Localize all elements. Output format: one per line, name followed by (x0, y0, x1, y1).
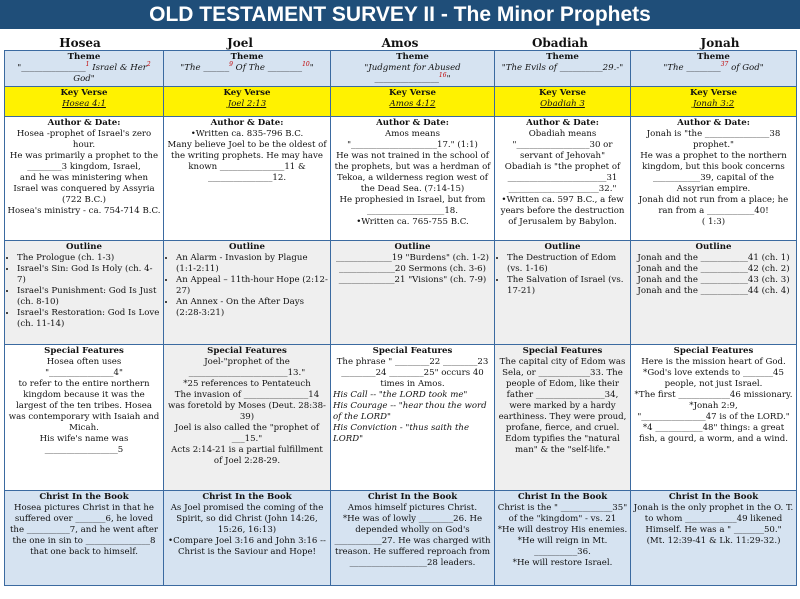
outline-list (7, 253, 161, 330)
key-verse-cell-2 (331, 87, 495, 117)
outline-item: Jonah and the ___________42 (ch. 2) (637, 264, 790, 274)
author-cell-3 (495, 117, 631, 241)
theme-text: Of The ________ (232, 63, 303, 73)
outline-label: Outline (695, 242, 732, 252)
christ-line: *He was of lowly ________26. He depended wholly on God's ___________27. He was charged with treason. He suffered reproach from __________________28 leaders. (334, 514, 491, 568)
christ-line: As Joel promised the coming of the Spirit, so did Christ (John 14:26, 15:26, 16:13) (170, 503, 324, 535)
outline-item: • An Alarm - Invasion by Plague (1:1-2:11) (176, 253, 328, 275)
outline-cell-0 (5, 241, 164, 345)
outline-item: • Israel's Punishment: God Is Just (ch. 8-10) (17, 286, 161, 308)
special-line: Joel-"prophet of the (204, 357, 290, 367)
theme-cell-0 (5, 51, 164, 87)
special-line: His Conviction - "thus saith the LORD" (333, 423, 470, 444)
theme-text: "The Evils of (501, 63, 557, 73)
author-label: Author & Date: (376, 118, 449, 128)
blank-number: 37 (720, 61, 729, 69)
theme-text: "_______________ (17, 63, 86, 73)
book-name-amos: Amos (381, 36, 419, 50)
page-title: OLD TESTAMENT SURVEY II - The Minor Prophets (0, 0, 800, 29)
author-line: Hosea -prophet of Israel's zero hour. (16, 129, 152, 150)
christ-label: Christ In the Book (367, 492, 458, 502)
outline-item: • The Destruction of Edom (vs. 1-16) (507, 253, 628, 275)
theme-text: of God" (728, 63, 764, 73)
outline-item: Jonah and the ___________44 (ch. 4) (637, 286, 790, 296)
theme-cell-2 (331, 51, 495, 87)
special-line: *The first ____________46 missionary. (634, 390, 793, 400)
blank-number: 9 (229, 61, 233, 69)
theme-text: God" (73, 74, 95, 84)
theme-text: "Judgment for Abused (364, 63, 461, 73)
special-line: His Call -- "the LORD took me" (333, 390, 468, 400)
special-line: Joel is also called the "prophet of ___15." (174, 423, 320, 444)
author-line: and he was ministering when Israel was conquered by Assyria (722 B.C.) (13, 173, 155, 205)
christ-label: Christ In the Book (202, 492, 292, 502)
outline-item: _____________20 Sermons (ch. 3-6) (339, 264, 486, 274)
christ-row (5, 491, 797, 586)
key-verse-cell-0 (5, 87, 164, 117)
book-name-obadiah: Obadiah (531, 36, 589, 50)
theme-label: Theme (67, 52, 101, 62)
key-verse-ref: Obadiah 3 (540, 99, 585, 109)
key-verse-ref: Amos 4:12 (389, 99, 436, 109)
author-line: Jonah did not run from a place; he ran from a ___________40! (638, 195, 789, 216)
author-row (5, 117, 797, 241)
special-cell-4 (631, 345, 797, 491)
key-verse-label: Key Verse (539, 88, 586, 98)
christ-cell-0 (5, 491, 164, 586)
theme-text: " (309, 63, 314, 73)
author-cell-0 (5, 117, 164, 241)
outline-list (497, 253, 628, 297)
christ-label: Christ In the Book (668, 492, 759, 502)
author-cell-1 (164, 117, 331, 241)
special-line: ________24 ________25" occurs 40 times in Amos. (341, 368, 484, 389)
christ-cell-1 (164, 491, 331, 586)
theme-cell-4 (631, 51, 797, 87)
author-line: servant of Jehovah" (519, 151, 606, 161)
theme-text: "The ________ (663, 63, 721, 73)
author-line: ( 1:3) (701, 217, 726, 227)
author-line: Obadiah means (528, 129, 597, 139)
christ-cell-2 (331, 491, 495, 586)
outline-item: _____________19 "Burdens" (ch. 1-2) (335, 253, 489, 263)
outline-cell-1 (164, 241, 331, 345)
christ-line: Amos himself pictures Christ. (347, 503, 478, 513)
theme-text: _______________ (374, 74, 439, 84)
outline-cell-2 (331, 241, 495, 345)
theme-cell-3 (495, 51, 631, 87)
author-label: Author & Date: (47, 118, 121, 128)
key-verse-label: Key Verse (223, 88, 271, 98)
author-line: Jonah is "the _______________38 prophet." (646, 129, 781, 150)
christ-cell-4 (631, 491, 797, 586)
key-verse-ref: Hosea 4:1 (62, 99, 106, 109)
special-line: Acts 2:14-21 is a partial fulfillment of Joel 2:28-29. (171, 445, 323, 466)
outline-item: • An Annex - On the After Days (2:28-3:21) (176, 297, 328, 319)
theme-label: Theme (230, 52, 264, 62)
special-line: *4 ___________48" things: a great fish, a gourd, a worm, and a wind. (638, 423, 788, 444)
blank-number: 10 (302, 61, 310, 69)
key-verse-cell-3 (495, 87, 631, 117)
author-line: Amos means (385, 129, 440, 139)
christ-line: Christ is the " ____________35" of the "kingdom" - vs. 21 (497, 503, 628, 524)
christ-line: *He will reign in Mt. __________36. (517, 536, 608, 557)
special-label: Special Features (673, 346, 754, 356)
special-line: "_______________47 is of the LORD." (637, 412, 790, 422)
author-line: •Written ca. 765-755 B.C. (356, 217, 469, 227)
christ-line: •Compare Joel 3:16 and John 3:16 -- Christ is the Saviour and Hope! (168, 536, 326, 557)
special-cell-2 (331, 345, 495, 491)
outline-item: • Israel's Restoration: God Is Love (ch. 11-14) (17, 308, 161, 330)
special-cell-1 (164, 345, 331, 491)
theme-label: Theme (697, 52, 730, 62)
outline-list (166, 253, 328, 319)
christ-label: Christ In the Book (517, 492, 608, 502)
theme-text: " (446, 74, 451, 84)
theme-text: __________29.-" (556, 63, 624, 73)
special-line: _________________5 (44, 445, 124, 455)
author-cell-4 (631, 117, 797, 241)
special-label: Special Features (207, 346, 287, 356)
special-label: Special Features (44, 346, 124, 356)
author-line: "_________________30 or (512, 140, 613, 150)
special-line: to refer to the entire northern kingdom because it was the largest of the ten tribes. Hosea was contemporary with Isaiah and Micah. (8, 379, 160, 433)
special-label: Special Features (522, 346, 603, 356)
author-label: Author & Date: (210, 118, 284, 128)
special-line: Hosea often uses "_______________4" (45, 357, 123, 378)
outline-label: Outline (394, 242, 431, 252)
key-verse-cell-4 (631, 87, 797, 117)
outline-label: Outline (66, 242, 102, 252)
outline-cell-3 (495, 241, 631, 345)
outline-item: • The Salvation of Israel (vs. 17-21) (507, 275, 628, 297)
special-line: The capital city of Edom was Sela, or ____________33. The people of Edom, like their father ________________34, were marked by a hardy earthiness. They were proud, profane, fierce, and cruel. Edom typifies the "natural man" & the "self-life." (498, 357, 627, 455)
christ-line: Jonah is the only prophet in the O. T. to whom ____________49 likened Himself. He was a " _______50." (633, 503, 794, 535)
key-verse-ref: Joel 2:13 (227, 99, 267, 109)
author-line: He was not trained in the school of the prophets, but was a herdman of Tekoa, a wilderness region west of the Dead Sea. (7:14-15) (334, 151, 491, 194)
outline-item: • The Prologue (ch. 1-3) (17, 253, 161, 264)
book-name-jonah: Jonah (700, 36, 740, 50)
outline-item: • Israel's Sin: God Is Holy (ch. 4-7) (17, 264, 161, 286)
special-label: Special Features (372, 346, 453, 356)
outline-item: Jonah and the ___________43 (ch. 3) (637, 275, 790, 285)
author-line: He was a prophet to the northern kingdom, but this book concerns ___________39, capital of the Assyrian empire. (640, 151, 787, 194)
author-line: "____________________17." (1:1) (347, 140, 478, 150)
special-line: The invasion of _______________14 was foretold by Moses (Deut. 28:38-39) (168, 390, 326, 422)
author-label: Author & Date: (526, 118, 599, 128)
author-line: _______________12. (207, 173, 287, 183)
author-cell-2 (331, 117, 495, 241)
theme-row (5, 51, 797, 87)
theme-text: "The ______ (180, 63, 230, 73)
outline-item: _____________21 "Visions" (ch. 7-9) (338, 275, 487, 285)
author-label: Author & Date: (677, 118, 750, 128)
key-verse-ref: Jonah 3:2 (692, 99, 735, 109)
author-line: •Written ca. 597 B.C., a few years before the destruction of Jerusalem by Babylon. (500, 195, 625, 227)
outline-item: Jonah and the ___________41 (ch. 1) (637, 253, 790, 263)
author-line: Obadiah is "the prophet of (504, 162, 621, 172)
key-verse-cell-1 (164, 87, 331, 117)
christ-line: (Mt. 12:39-41 & Lk. 11:29-32.) (646, 536, 781, 546)
author-line: _____________________32." (508, 184, 617, 194)
special-line: *25 references to Pentateuch (183, 379, 311, 389)
christ-cell-3 (495, 491, 631, 586)
special-line: _______________________13." (188, 368, 306, 378)
theme-label: Theme (396, 52, 429, 62)
theme-text: Israel & Her (89, 63, 147, 73)
christ-line: *He will destroy His enemies. (497, 525, 628, 535)
christ-line: Hosea pictures Christ in that he suffered over _______6, he loved the __________7, and he went after the one in sin to _______________8 that one back to himself. (9, 503, 159, 557)
theme-cell-1 (164, 51, 331, 87)
theme-label: Theme (546, 52, 579, 62)
outline-row (5, 241, 797, 345)
outline-label: Outline (544, 242, 581, 252)
author-line: _______________________31 (507, 173, 618, 183)
christ-label: Christ In the Book (39, 492, 129, 502)
special-line: His Courage -- "hear thou the word of the LORD" (333, 401, 487, 422)
book-name-hosea: Hosea (59, 36, 101, 50)
outline-cell-4 (631, 241, 797, 345)
key-verse-row (5, 87, 797, 117)
special-line: *God's love extends to _______45 people, not just Israel. (643, 368, 784, 389)
author-line: He prophesied in Israel, but from __________________18. (339, 195, 486, 216)
author-line: He was primarily a prophet to the ________3 kingdom, Israel, (9, 151, 159, 172)
special-line: The phrase " ________22 ________23 (336, 357, 489, 367)
christ-line: *He will restore Israel. (512, 558, 613, 568)
special-cell-0 (5, 345, 164, 491)
book-headers (0, 36, 800, 50)
outline-label: Outline (229, 242, 265, 252)
outline-item: • An Appeal – 11th-hour Hope (2:12-27) (176, 275, 328, 297)
special-line: *Jonah 2:9, (689, 401, 738, 411)
author-line: •Written ca. 835-796 B.C. (190, 129, 304, 139)
special-line: His wife's name was (39, 434, 129, 444)
key-verse-label: Key Verse (690, 88, 737, 98)
author-line: Hosea's ministry - ca. 754-714 B.C. (7, 206, 161, 216)
book-name-joel: Joel (227, 36, 253, 50)
key-verse-label: Key Verse (389, 88, 436, 98)
special-cell-3 (495, 345, 631, 491)
key-verse-label: Key Verse (60, 88, 108, 98)
special-line: Here is the mission heart of God. (641, 357, 786, 367)
author-line: Many believe Joel to be the oldest of the writing prophets. He may have known _______________11 & (167, 140, 327, 172)
blank-number: 2 (146, 61, 151, 69)
survey-table (4, 50, 797, 586)
blank-number: 1 (85, 61, 90, 69)
special-features-row (5, 345, 797, 491)
blank-number: 16 (438, 72, 447, 80)
